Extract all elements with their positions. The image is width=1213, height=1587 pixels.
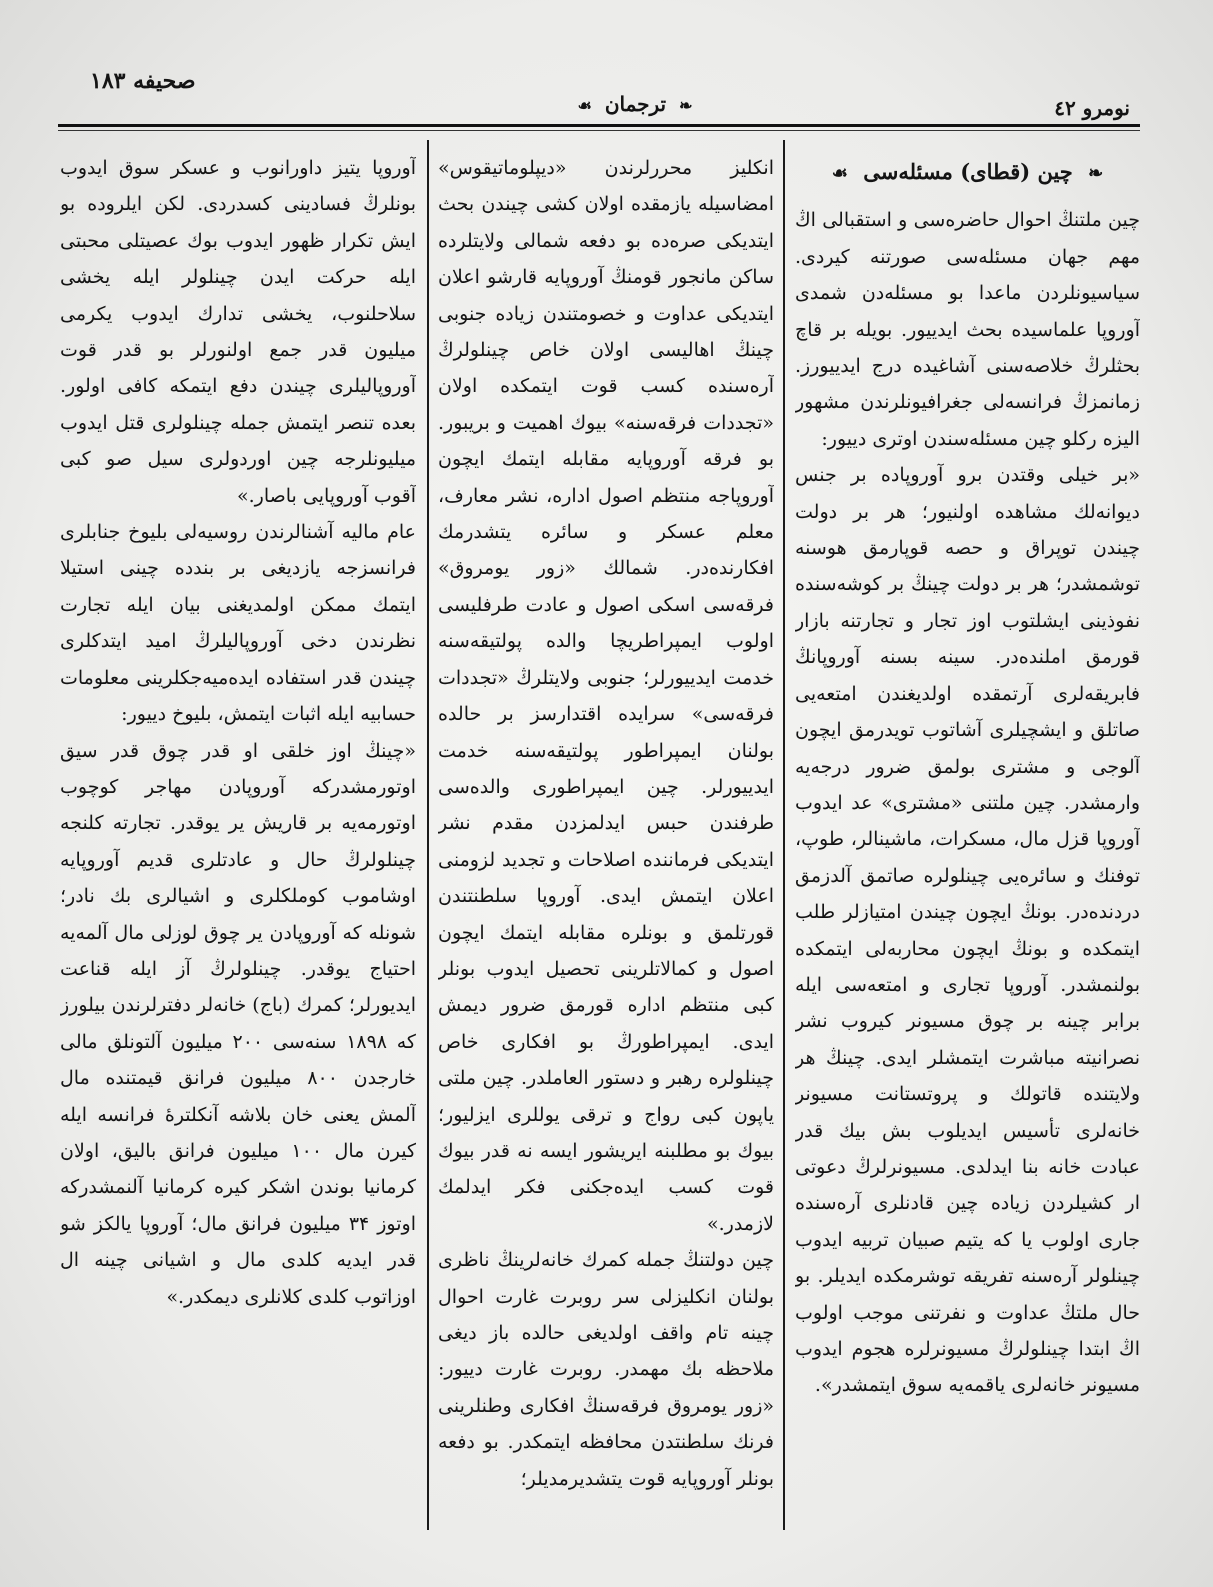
newspaper-title-text: ترجمان	[604, 92, 667, 116]
paragraph: چین دولتنڭ جمله کمرك خانه‌لرینڭ ناظری بولنان انکلیزلی سر روبرت غارت احوال چینه تام واقف اولدیغی حالده باز دیغی ملاحظه بك مهمدر. روبرت غارت دییور: «زور یومروق فرقه‌سنڭ افکاری وطنلرینی فرنك سلطنتدن محافظه ایتمکدر. بو دفعه بونلر آوروپایه قوت یتشدیرمدیلر؛	[438, 1249, 774, 1490]
article-title-text: چین (قطای) مسئله‌سی	[863, 159, 1073, 184]
header-rule	[58, 124, 1140, 127]
paragraph: آوروپا یتیز داورانوب و عسکر سوق ایدوب بونلرڭ فسادینی کسدردی. لکن ایلروده بو ایش تکرار ظهور ایدوب بوك عصیتلی محبتی ایله حرکت ایدن چینلولر ایله یخشی سلاحلنوب، یخشی تدارك ایدوب یکرمی میلیون قدر جمع اولنورلر بو قدر قوت آوروپالیلری چیندن دفع ایتمکه کافی اولور. بعده تنصر ایتمش جمله چینلولری قتل ایدوب میلیونلرجه چین اوردولری سیل صو کبی آقوب آوروپایی باصار.»	[60, 157, 416, 507]
paragraph: «بر خیلی وقتدن برو آوروپاده بر جنس دیوانه‌لك مشاهده اولنیور؛ هر بر دولت چیندن توپراق و حصه قوپارمق هوسنه توشمشدر؛ هر بر دولت چینڭ بر کوشه‌سنده نفوذینی ایشلتوب اوز تجار و تجارتنه بازار قورمق املنده‌در. سینه بسنه آوروپانڭ فابریقه‌لری آرتمقده اولدیغندن امتعه‌یی صاتلق و ایشچیلری آشاتوب تویدرمق ایچون آلوجی و مشتری بولمق ضرور درجه‌یه وارمشدر. چین ملتنی «مشتری» عد ایدوب آوروپا قزل مال، مسکرات، ماشینالر، طوپ، توفنك و سائره‌یی چینلولره صاتمق آلدزمق دردنده‌در. بونڭ ایچون چیندن امتیازلر طلب ایتمکده و بونڭ ایچون محاربه‌لی ایتمکده بولنمشدر. آوروپا تجاری و امتعه‌سی ایله برابر چینه بر چوق مسیونر کیروب نشر نصرانیته مباشرت ایتمشلر ایدی. چینڭ هر ولایتنده قاتولك و پروتستانت مسیونر خانه‌لری تأسیس ایدیلوب بش بیك قدر عبادت خانه بنا ایدلدی. مسیونرلرڭ دعوتی ار کشیلردن زیاده چین قادنلری آره‌سنده جاری اولوب یا که یتیم صبیان تربیه ایدوب چینلولر آره‌سنه تفریقه توشرمکده ایدیلر. بو حال ملتڭ عداوت و نفرتنی موجب اولوب اڭ ابتدا چینلولرڭ مسیونرلره هجوم ایدوب مسیونر خانه‌لری یاقمه‌یه سوق ایتمشدر».	[795, 464, 1140, 1397]
newspaper-title	[540, 92, 730, 116]
ornament-icon: ☙	[831, 163, 848, 184]
ornament-icon: ❧	[1088, 163, 1104, 184]
column-divider	[783, 140, 785, 1530]
page-header	[60, 68, 1140, 124]
page-number: صحیفه ۱۸۳	[90, 68, 196, 94]
column-divider	[427, 140, 429, 1530]
article-column-2	[438, 150, 774, 1530]
ornament-icon: ❧	[679, 96, 693, 115]
issue-number: نومرو ٤٢	[1054, 96, 1130, 120]
article-title	[795, 154, 1140, 192]
header-rule-thin	[58, 130, 1140, 131]
paragraph: چین ملتنڭ احوال حاضره‌سی و استقبالی اڭ مهم جهان مسئله‌سی صورتنه کیردی. سیاسیونلردن ماعدا بو مسئله‌دن شمدی آوروپا علماسیده بحث ایدییور. بویله بر قاچ بحثلرڭ خلاصه‌سنی آشاغیده درج ایدییورز. زمانمزڭ فرانسه‌لی جغرافیونلرندن مشهور الیزه رکلو چین مسئله‌سندن اوتری دییور:	[795, 209, 1140, 450]
paragraph: عام مالیه آشنالرندن روسیه‌لی بلیوخ جنابلری فرانسزجه یازدیغی بر بندده چینی استیلا ایتمك ممکن اولمدیغنی بیان ایله تجارت نظرندن دخی آوروپالیلرڭ امید ایتدکلری چیندن قدر استفاده ایده‌میه‌جکلرینی معلومات حسابیه ایله اثبات ایتمش، بلیوخ دییور:	[60, 521, 416, 726]
paragraph: «چینڭ اوز خلقی او قدر چوق قدر سیق اوتورمشدرکه آوروپادن مهاجر کوچوب اوتورمه‌یه بر قاریش یر یوقدر. تجارته کلنجه چینلولرڭ حال و عادتلری قدیم آوروپایه اوشاموب کوملکلری و اشیالری بك نادر؛ شونله که آوروپادن یر چوق لوزلی مال آلمه‌یه احتیاج یوقدر. چینلولرڭ آز ایله قناعت ایدیورلر؛ کمرك (باج) خانه‌لر دفترلرندن بیلورز که ۱۸۹۸ سنه‌سی ۲۰۰ میلیون آلتونلق مالی خارجدن ۸۰۰ میلیون فرانق قیمتنده مال آلمش یعنی خان بلاشه آنکلترهٔ فرانسه ایله کیرن مال ۱۰۰ میلیون فرانق بالیق، اولان کرمانیا بوندن اشکر کیره کرمانیا آلنمشدرکه اوتوز ۳۴ میلیون فرانق مال؛ آوروپا یالکز شو قدر ایدیه کلدی مال و اشیانی چینه ال اوزاتوب کلدی کلانلری دیمکدر.»	[60, 739, 416, 1308]
article-column-1	[795, 150, 1140, 1530]
ornament-icon: ☙	[577, 96, 592, 115]
paragraph: انکلیز محررلرندن «دیپلوماتیقوس» امضاسیله یازمقده اولان کشی چیندن بحث ایتدیکی صره‌ده بو دفعه شمالی ولایتلرده ساکن مانجور قومنڭ آوروپایه قارشو اعلان ایتدیکی عداوت و خصومتندن زیاده جنوبی چینڭ اهالیسی اولان خاص چینلولرڭ آره‌سنده کسب قوت ایتمکده اولان «تجددات فرقه‌سنه» بیوك اهمیت و بریبور. بو فرقه آوروپایه مقابله ایتمك ایچون آوروپاجه منتظم اصول اداره، نشر معارف، معلم عسکر و سائره یتشدرمك افکارنده‌در. شمالك «زور یومروق» فرقه‌سی اسکی اصول و عادت طرفلیسی اولوب ایمپراطریچا والده پولتیقه‌سنه خدمت ایدییورلر؛ جنوبی ولایتلرڭ «تجددات فرقه‌سی» سرایده اقتدارسز بر حالده بولنان ایمپراطور پولتیقه‌سنه خدمت ایدییورلر. چین ایمپراطوری والده‌سی طرفندن حبس ایدلمزدن مقدم نشر ایتدیکی فرماننده اصلاحات و تجدید لزومنی اعلان ایتمش ایدی. آوروپا سلطنتندن قورتلمق و بونلره مقابله ایتمك ایچون اصول و کمالاتلرینی تحصیل ایدوب بونلر کبی منتظم اداره قورمق ضرور دیمش ایدی. ایمپراطورڭ بو افکاری خاص چینلولره رهبر و دستور العاملدر. چین ملتی یاپون کبی رواج و ترقی یوللری ایزلیور؛ بیوك بو مطلبنه ایریشور ایسه نه قدر بیوك قوت کسب ایده‌جکنی فکر ایدلمك لازمدر.»	[438, 157, 774, 1235]
article-column-3	[60, 150, 416, 1530]
